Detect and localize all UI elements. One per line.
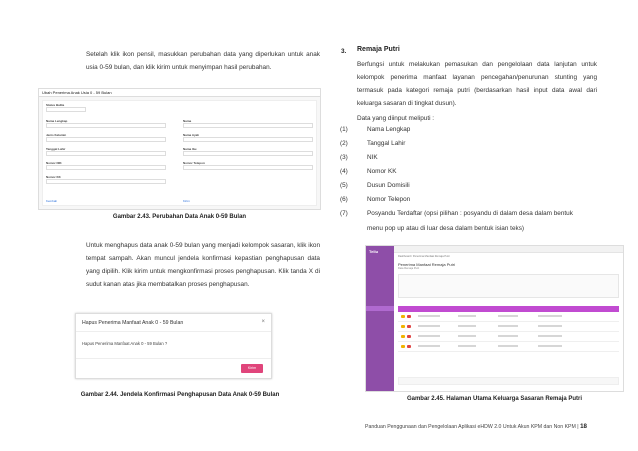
form-field[interactable]: [46, 179, 166, 184]
form-label: Nama Ayah: [183, 133, 200, 137]
form-body: [42, 100, 317, 206]
form-field[interactable]: [183, 151, 313, 156]
right-para: Berfungsi untuk melakukan pemasukan dan pengelolaan data lanjutan untuk kelompok penerima manfaat layanan pencegahan/penurunan stunting yang termasuk pada kategori remaja putri (berdasarkan hasil input data awal dari keluarga sasaran di tingkat dusun).: [357, 61, 597, 107]
pencil-icon[interactable]: [401, 345, 405, 348]
modal-body: Hapus Penerima Manfaat Anak 0 - 59 Bulan ?: [82, 341, 168, 346]
top-bar: [394, 246, 623, 253]
form-field[interactable]: [46, 165, 166, 170]
form-label: Nomor NIK: [46, 161, 62, 165]
trash-icon[interactable]: [407, 325, 411, 328]
data-table: [398, 306, 619, 352]
list-intro: Data yang diinput meliputi :: [357, 115, 435, 122]
form-field[interactable]: [46, 123, 166, 128]
divider: [76, 358, 271, 359]
form-label: Tanggal Lahir: [46, 147, 66, 151]
form-label: Nama Ibu: [183, 147, 197, 151]
section-title: Remaja Putri: [357, 46, 400, 53]
caption-2-45: Gambar 2.45. Halaman Utama Keluarga Sasaran Remaja Putri: [406, 396, 583, 402]
table-footer: [398, 377, 619, 385]
left-para-2: Untuk menghapus data anak 0-59 bulan yang menjadi kelompok sasaran, klik ikon tempat sampah. Akan muncul jendela konfirmasi kepastian penghapusan data yang dipilih. Klik kirim untuk mengkonfirmasi proses penghapusan. Klik tanda X di sudut kanan atas jika membatalkan proses penghapusan.: [86, 242, 320, 288]
remaja-putri-screenshot: [365, 245, 624, 392]
breadcrumb: Dashboard / Penerima Manfaat Remaja Putri: [398, 255, 450, 258]
table-row: [398, 322, 619, 332]
delete-confirm-modal: [75, 313, 272, 379]
pencil-icon[interactable]: [401, 325, 405, 328]
form-label: Nomor Telepon: [183, 161, 205, 165]
form-field[interactable]: [183, 165, 313, 170]
table-row: [398, 342, 619, 352]
caption-2-44: Gambar 2.44. Jendela Konfirmasi Penghapusan Data Anak 0-59 Bulan: [80, 392, 280, 398]
form-field[interactable]: [46, 137, 166, 142]
table-row: [398, 312, 619, 322]
form-label: Jenis Kelamin: [46, 133, 67, 137]
form-label: Nomor KK: [46, 175, 61, 179]
caption-2-43: Gambar 2.43. Perubahan Data Anak 0-59 Bulan: [112, 214, 247, 220]
footer-text: Panduan Penggunaan dan Pengelolaan Aplikasi eHDW 2.0 Untuk Akun KPM dan Non KPM |: [365, 424, 579, 430]
back-link[interactable]: Kembali: [46, 199, 57, 203]
trash-icon[interactable]: [407, 335, 411, 338]
list-item-continuation: menu pop up atau di luar desa dalam bentuk isian teks): [367, 225, 525, 232]
page-subtitle: Data Remaja Putri: [398, 267, 420, 270]
sidebar-active-item[interactable]: [366, 306, 394, 311]
form-field[interactable]: [46, 151, 166, 156]
form-header: Ubah Penerima Anak Usia 0 - 59 Bulan: [39, 89, 320, 97]
form-label: Nama Lengkap: [46, 119, 68, 123]
filter-card: [398, 274, 619, 298]
form-label: Nama: [183, 119, 192, 123]
sidebar: [366, 246, 394, 391]
form-field[interactable]: [183, 123, 313, 128]
left-para-1: Setelah klik ikon pensil, masukkan perubahan data yang diperlukan untuk anak usia 0-59 bulan, dan klik kirim untuk menyimpan hasil perubahan.: [86, 51, 320, 71]
page-footer: [365, 423, 587, 430]
edit-form-screenshot: [38, 88, 321, 210]
table-row: [398, 332, 619, 342]
page-title: Penerima Manfaat Remaja Putri: [398, 262, 455, 267]
section-number: 3.: [341, 48, 347, 55]
app-logo: Tellu: [369, 249, 379, 254]
form-field[interactable]: [46, 107, 86, 112]
pencil-icon[interactable]: [401, 335, 405, 338]
divider: [76, 331, 271, 332]
form-label: Status Balita: [46, 103, 65, 107]
modal-title: Hapus Penerima Manfaat Anak 0 - 59 Bulan: [82, 320, 184, 326]
form-field[interactable]: [183, 137, 313, 142]
kirim-button[interactable]: Kirim: [241, 364, 263, 373]
page-number: 18: [580, 423, 587, 430]
pencil-icon[interactable]: [401, 315, 405, 318]
close-icon[interactable]: ×: [261, 319, 265, 325]
trash-icon[interactable]: [407, 315, 411, 318]
trash-icon[interactable]: [407, 345, 411, 348]
submit-link[interactable]: Kirim: [183, 199, 190, 203]
